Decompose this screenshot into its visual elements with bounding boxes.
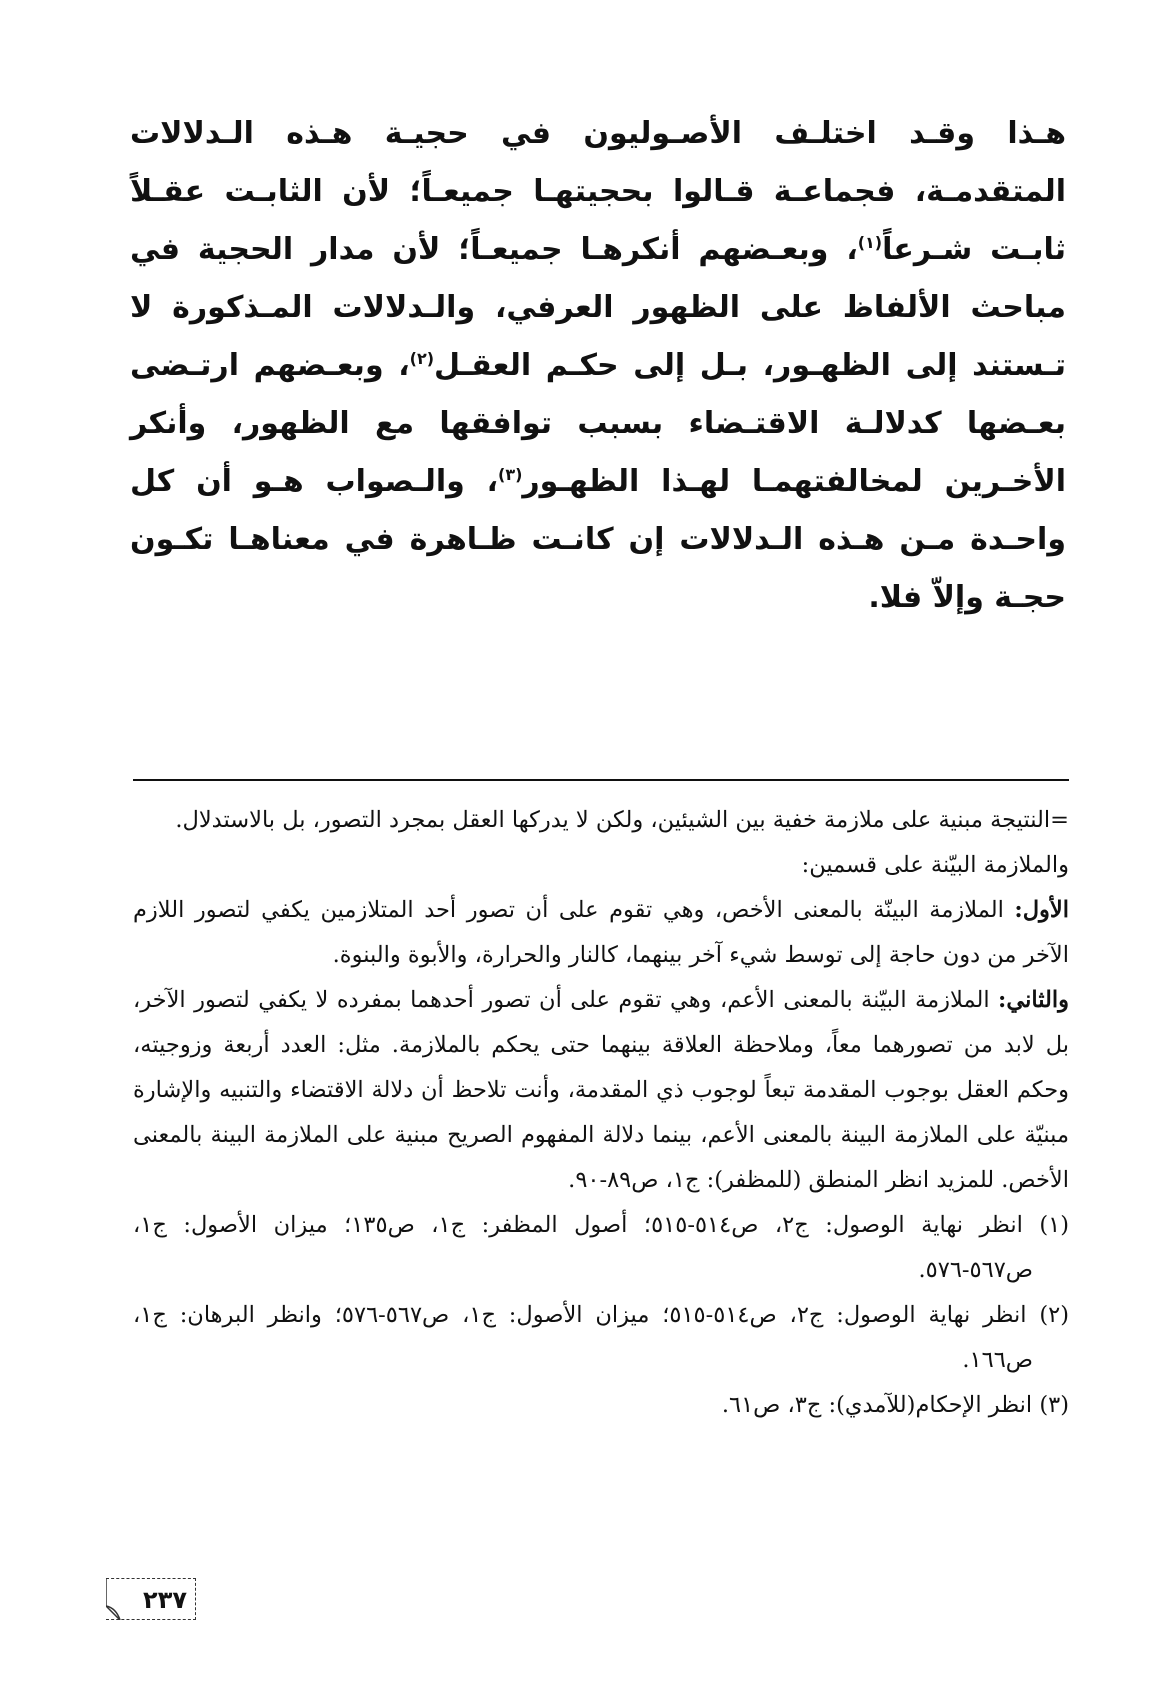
page-number: ٢٣٧ [106, 1578, 196, 1620]
main-line-2a: بحجيتهـا جميعـاً؛ لأن الثابـت عقـلاً ثابـت شـرعاً [130, 174, 1066, 267]
footnote-second-label: والثاني: [998, 987, 1069, 1013]
footnote-divider [133, 779, 1069, 781]
main-line-1: هـذا وقـد اختلـف الأصـوليون في حجيـة هـذه الـدلالات المتقدمـة، فجماعـة قـالوا [130, 116, 1066, 209]
footnote-continuation: =النتيجة مبنية على ملازمة خفية بين الشيئين، ولكن لا يدركها العقل بمجرد التصور، بل بالاستدلال. [175, 807, 1069, 833]
footnote-second-type [133, 978, 1069, 1203]
footnote-intro: والملازمة البيّنة على قسمين: [801, 852, 1069, 878]
page-corner-fold-icon [106, 1578, 134, 1620]
main-line-3: مدار الحجية في مباحث الألفاظ على الظهور العرفي، والـدلالات المـذكورة لا تـستند [130, 232, 1066, 383]
footnotes-section [133, 798, 1069, 1428]
footnote-ref-3: (٣) [498, 465, 523, 484]
main-line-7: فلا. [868, 580, 923, 615]
footnote-first-type [133, 888, 1069, 978]
footnote-second-text: الملازمة البيّنة بالمعنى الأعم، وهي تقوم على أن تصور أحدهما بمفرده لا يكفي لتصور الآخر، بل لابد من تصورهما معاً، وملاحظة العلاقة بينهما حتى يحكم بالملازمة. مثل: العدد أربعة وزوجيته، وحكم العقل بوجوب المقدمة تبعاً لوجوب ذي المقدمة، وأنت تلاحظ أن دلالة الاقتضاء والتنبيه والإشارة مبنيّة على الملازمة البينة بالمعنى الأعم، بينما دلالة المفهوم الصريح مبنية على الملازمة البينة بالمعنى الأخص. للمزيد انظر المنطق (للمظفر): ج١، ص٨٩-٩٠. [133, 987, 1069, 1193]
footnote-first-text: الملازمة البينّة بالمعنى الأخص، وهي تقوم على أن تصور أحد المتلازمين يكفي لتصور اللازم الآخر من دون حاجة إلى توسط شيء آخر بينهما، كالنار والحرارة، والأبوة والبنوة. [133, 897, 1069, 968]
main-line-2b: ، وبعـضهم أنكرهـا جميعـاً؛ لأن [392, 232, 858, 267]
main-body [130, 105, 1066, 627]
footnote-first-label: الأول: [1014, 897, 1069, 923]
main-paragraph [130, 105, 1066, 627]
footnote-ref-1: (١) [857, 233, 883, 252]
main-line-4a: إلى الظهـور، بـل إلى حكـم العقـل [434, 348, 958, 383]
footnote-ref-2: (٢) [409, 349, 435, 368]
main-line-6: هـو أن كل واحـدة مـن هـذه الـدلالات إن كانـت ظـاهرة في معناهـا تكـون حجـة وإلاّ [130, 464, 1066, 615]
footnote-1: (١) انظر نهاية الوصول: ج٢، ص٥١٤-٥١٥؛ أصول المظفر: ج١، ص١٣٥؛ ميزان الأصول: ج١، ص٥٦٧-٥٧٦. [133, 1212, 1070, 1283]
main-line-5b: ، والـصواب [325, 464, 499, 499]
footnote-3: (٣) انظر الإحكام(للآمدي): ج٣، ص٦١. [721, 1392, 1069, 1418]
footnote-2: (٢) انظر نهاية الوصول: ج٢، ص٥١٤-٥١٥؛ ميزان الأصول: ج١، ص٥٦٧-٥٧٦؛ وانظر البرهان: ج١، ص١٦٦. [133, 1302, 1069, 1373]
main-line-4b: ، وبعـضهم ارتـضى بعـضها كدلالـة الاقتـضاء [130, 348, 1066, 441]
main-line-5a: بسبب توافقها مع الظهور، وأنكر الأخـرين لمخالفتهمـا لهـذا الظهـور [130, 406, 1066, 499]
